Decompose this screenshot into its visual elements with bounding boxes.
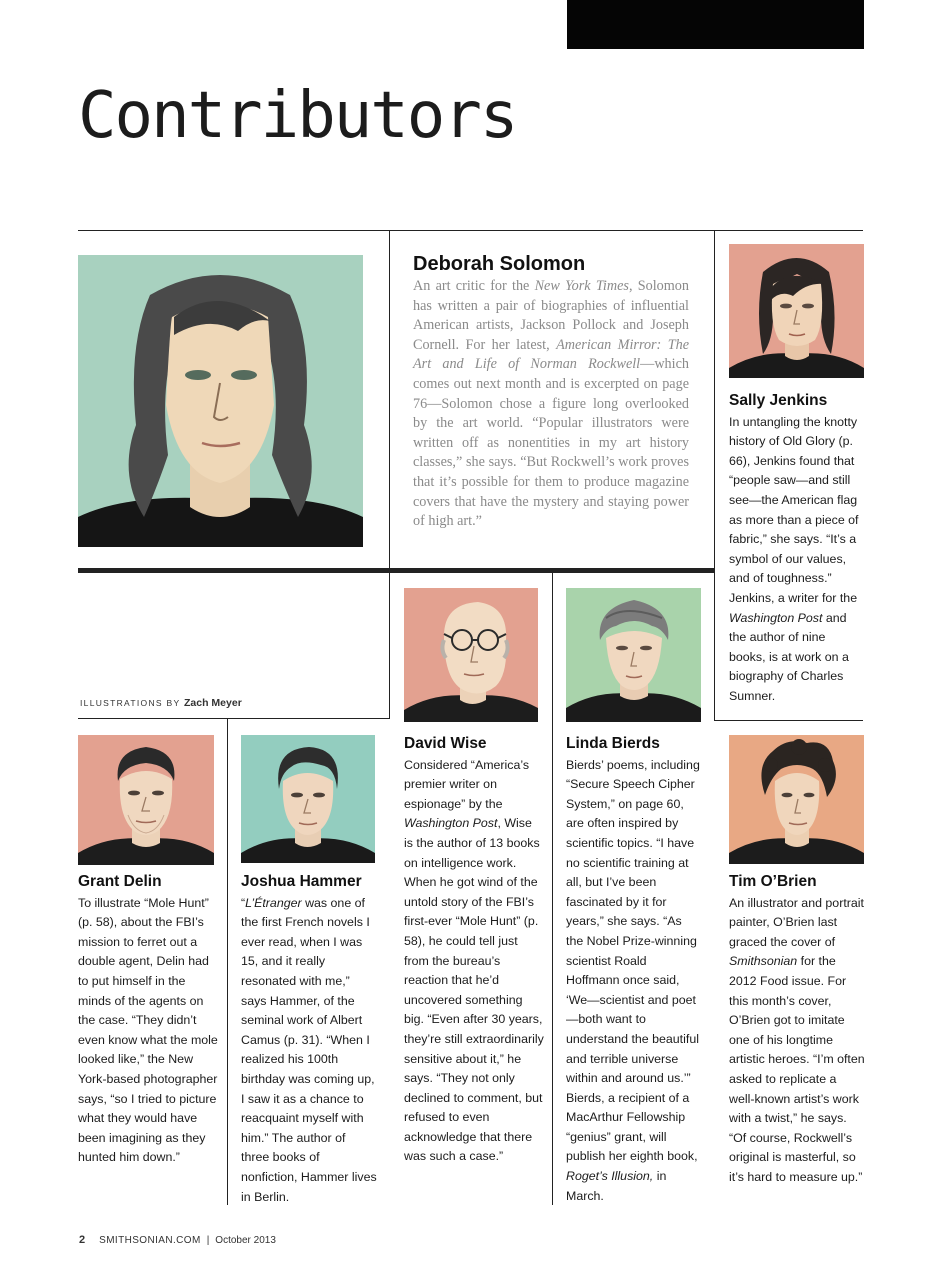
page-number: 2 [79,1234,86,1246]
portrait-david-wise [404,588,538,722]
bio-text: , Wise is the author of 13 books on intelligence work. When he got wind of the untold story of the FBI’s first-ever “Mole Hunt” (p. 58), he could tell just from the bureau’s reaction that he’d uncovered something big. “Even after 30 years, they’re still extraordinarily sensitive about it,” he says. “They not only declined to comment, but refused to even acknowledge that there was such a case.” [404,816,544,1164]
featured-contributor [413,252,689,532]
portrait-deborah-solomon [78,255,363,547]
contributor-bio [241,894,377,1208]
bio-text: —which comes out next month and is excerpted on page 76—Solomon chose a figure long overlooked by the art world. “Popular illustrators were written off as nonentities in my art history classes,” she says. “But Rockwell’s work proves that it’s possible for them to produce magazine covers that have the mystery and staying power of high art.” [413,356,689,530]
bio-text: and the author of nine books, is at work on a biography of Charles Sumner. [729,610,849,703]
bio-text: was one of the first French novels I ever read, when I was 15, and it really resonated with me,” says Hammer, of the seminal work of Albert Camus (p. 31). “When I realized his 100th birthday was coming up, I saw it as a chance to reacquaint myself with him.” The author of three books of nonfiction, Hammer lives in Berlin. [241,895,377,1204]
portrait-illustration [404,588,538,722]
divider [389,230,390,718]
site-name: SMITHSONIAN.COM [99,1235,201,1246]
contributor-name: Sally Jenkins [729,392,828,409]
contributor-name: Tim O’Brien [729,873,817,890]
bio-text: An art critic for the [413,278,535,294]
bio-text: “ [241,895,246,910]
divider [714,230,715,720]
page-footer [79,1234,276,1246]
contributor-bio [404,756,544,1167]
bio-italic: American Mirror: The Art and Life of Norman Rockwell [413,336,689,373]
bio-text: Considered “America’s premier writer on espionage” by the [404,757,530,811]
divider [227,718,228,1205]
bio-italic: New York Times [534,278,629,294]
bio-italic: L’Étranger [245,895,302,910]
section-rule [714,720,863,721]
bio-text: Bierds’ poems, including “Secure Speech Cipher System,” on page 60, are often inspired by scientific topics. “I have no scientific training at all, but I’ve been fascinated by it for years,” she says. “As the Nobel Prize-winning scientist Roald Hoffmann once said, ‘We—scientist and poet—both want to understand the beautiful and terrible universe within and around us.’” Bierds, a recipient of a MacArthur Fellowship “genius” grant, will publish her eighth book, [566,757,700,1164]
contributor-card [566,735,702,1206]
bio-text: , Solomon has written a pair of biographies of influential American artists, Jackson Pollock and Joseph Cornell. For her latest, [413,278,689,353]
header-bar [567,0,864,49]
bio-text: In untangling the knotty history of Old Glory (p. 66), Jenkins found that “people saw—and still see—the American flag as more than a piece of fabric,” she says. “It’s a symbol of our values, and of toughness.” Jenkins, a writer for the [729,414,859,605]
contributor-name: Grant Delin [78,873,162,890]
contributor-card [729,873,865,1188]
top-rule [78,230,863,231]
portrait-grant-delin [78,735,214,865]
page-title: Contributors [78,79,517,153]
illustration-credit [80,697,242,709]
contributor-name: David Wise [404,735,487,752]
portrait-illustration [729,244,864,378]
contributor-card [404,735,544,1167]
contributor-card [729,392,865,707]
bio-italic: Roget’s Illusion, [566,1169,654,1184]
portrait-illustration [241,735,375,863]
contributor-bio [413,277,689,532]
contributor-card [78,873,218,1168]
bio-text: in March. [566,1169,667,1203]
portrait-illustration [78,735,214,865]
credit-name: Zach Meyer [184,697,242,709]
bio-text: An illustrator and portrait painter, O’Brien last graced the cover of [729,895,864,949]
issue-date: October 2013 [215,1235,276,1246]
portrait-illustration [78,255,363,547]
bio-italic: Smithsonian [729,954,798,969]
contributor-bio [566,756,702,1207]
contributor-bio [729,894,865,1188]
contributor-name: Joshua Hammer [241,873,362,890]
divider [552,573,553,1205]
credit-label: ILLUSTRATIONS BY [80,698,181,708]
contributor-bio [729,413,865,707]
portrait-illustration [566,588,701,722]
feature-rule [78,568,715,573]
contributor-bio [78,894,218,1168]
contributor-name: Linda Bierds [566,735,660,752]
portrait-linda-bierds [566,588,701,722]
section-rule [78,718,390,719]
portrait-joshua-hammer [241,735,375,863]
bio-text: To illustrate “Mole Hunt” (p. 58), about the FBI’s mission to ferret out a double agent, Delin had to put himself in the minds of the agents on the case. “They didn’t even know what the mole looked like,” the New York-based photographer says, “so I tried to picture what they would have been imagining as they hunted him down.” [78,895,218,1165]
bio-text: for the 2012 Food issue. For this month’s cover, O’Brien got to imitate one of his longtime artistic heroes. “I’m often asked to replicate a well-known artist’s work with a twist,” he says. “Of course, Rockwell’s original is masterful, so it’s hard to measure up.” [729,954,865,1184]
footer-separator: | [206,1235,210,1246]
bio-italic: Washington Post [729,610,823,625]
portrait-sally-jenkins [729,244,864,378]
portrait-illustration [729,735,864,864]
bio-italic: Washington Post [404,816,498,831]
contributor-name: Deborah Solomon [413,253,586,275]
portrait-tim-obrien [729,735,864,864]
contributor-card [241,873,377,1207]
